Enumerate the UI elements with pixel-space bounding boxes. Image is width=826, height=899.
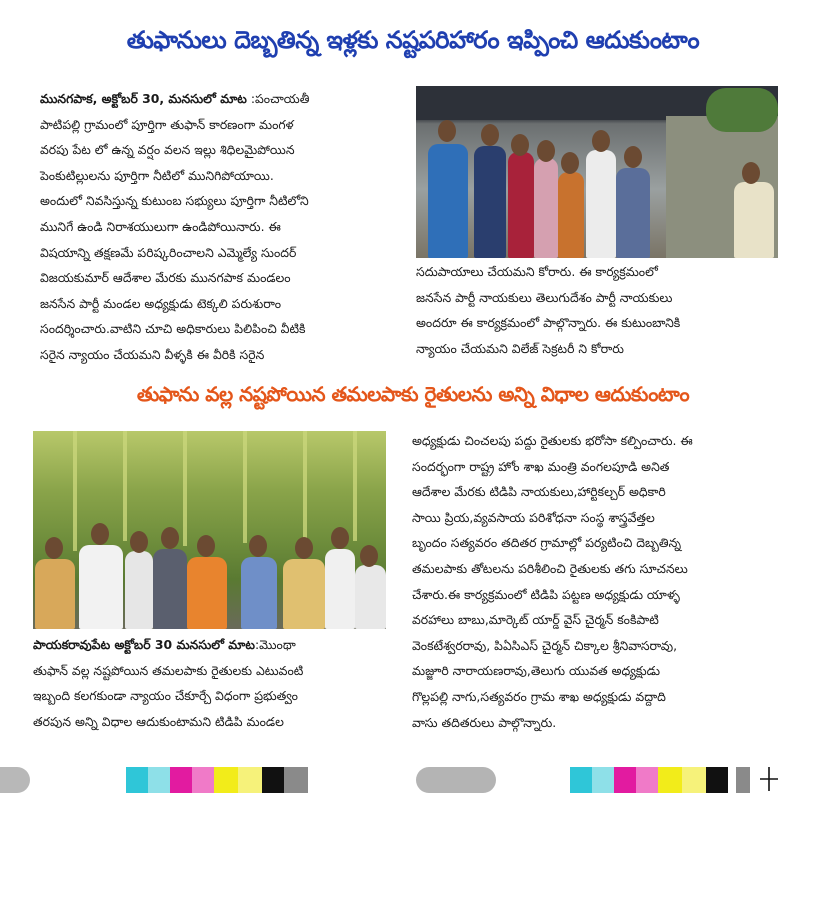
article2-line: ఇబ్బంది కలగకుండా న్యాయం చేకూర్చే విధంగా ప్రభుత్వం <box>33 688 298 704</box>
color-swatch <box>706 767 728 793</box>
color-swatch <box>682 767 706 793</box>
article2-line: వాసు తదితరులు పాల్గొన్నారు. <box>412 714 557 730</box>
article1-line: సందర్శించారు.వాటిని చూచి అధికారులు పిలిపించి వీటికి <box>40 321 306 337</box>
article2-line: :మొంథా <box>254 637 296 652</box>
house-visit-photo <box>416 86 778 258</box>
color-swatch <box>126 767 148 793</box>
article2-right-column <box>412 428 777 735</box>
article2-dateline: పాయకరావుపేట అక్టోబర్ 30 మనసులో మాట <box>33 637 255 652</box>
article1-right-column <box>416 259 778 361</box>
color-swatch <box>238 767 262 793</box>
article1-line: విజయకుమార్ ఆదేశాల మేరకు మునగపాక మండలం <box>40 270 291 286</box>
article1-line: అందులో నివసిస్తున్న కుటుంబ సభ్యులు పూర్తిగా నీటిలోని <box>40 193 309 209</box>
article2-line: ఆదేశాల మేరకు టిడిపి నాయకులు,హార్టికల్చర్ అధికారి <box>412 484 666 500</box>
article2-line: వరహాలు బాబు,మార్కెట్ యార్డ్ వైస్ చైర్మన్ కంకిపాటి <box>412 612 659 628</box>
headline-house-damage: తుఫానులు దెబ్బతిన్న ఇళ్లకు నష్టపరిహారం ఇప్పించి ఆదుకుంటాం <box>126 26 700 54</box>
article2-line: తరపున అన్ని విధాల ఆదుకుంటామని టిడిపి మండల <box>33 713 284 729</box>
article2-paragraph <box>33 632 388 658</box>
article1-paragraph <box>40 86 390 112</box>
headline-betel-farmers: తుఫాను వల్ల నష్టపోయిన తమలపాకు రైతులను అన్ని విధాల ఆదుకుంటాం <box>136 382 690 406</box>
article2-line: తమలపాకు తోటలను పరిశీలించి రైతులకు తగు సూచనలు <box>412 560 688 576</box>
article2-line: బృందం సత్యవరం తదితర గ్రామాల్లో పర్యటించి దెబ్బతిన్న <box>412 535 682 551</box>
article1-line: సదుపాయాలు చేయమని కోరారు. ఈ కార్యక్రమంలో <box>416 264 658 279</box>
color-swatch <box>170 767 192 793</box>
color-swatch <box>192 767 214 793</box>
color-swatch <box>614 767 636 793</box>
article2-left-column <box>33 632 388 734</box>
article2-line: సందర్భంగా రాష్ట్ర హోం శాఖ మంత్రి వంగలపూడి అనిత <box>412 458 670 474</box>
article1-line: సరైన న్యాయం చేయమని వీళ్ళకి ఈ వీరికి సరైన <box>40 346 265 362</box>
color-swatch <box>214 767 238 793</box>
color-swatch <box>148 767 170 793</box>
article1-line: జనసేన పార్టీ మండల అధ్యక్షుడు టెక్కలి పరుశురాం <box>40 295 281 311</box>
color-swatch <box>592 767 614 793</box>
article1-line: పెంకుటిల్లులను పూర్తిగా నీటిలో మునిగిపోయాయి. <box>40 167 274 183</box>
article1-line: జనసేన పార్టీ నాయకులు తెలుగుదేశం పార్టీ నాయకులు <box>416 289 673 305</box>
gray-registration-pill <box>0 767 30 793</box>
color-swatch <box>284 767 308 793</box>
article1-line: :పంచాయతీ <box>250 91 310 106</box>
article2-line: గొల్లపల్లి నాగు,సత్యవరం గ్రామ శాఖ అధ్యక్షుడు వద్దాది <box>412 688 666 704</box>
article1-line: మునిగే ఉండి నిరాశయులుగా ఉండిపోయినారు. ఈ <box>40 218 281 234</box>
color-swatch <box>636 767 658 793</box>
gray-registration-pill <box>416 767 496 793</box>
color-swatch <box>262 767 284 793</box>
article2-line: తుఫాన్ వల్ల నష్టపోయిన తమలపాకు రైతులకు ఎటువంటి <box>33 662 304 678</box>
article1-line: న్యాయం చేయమని విలేజ్ సెక్రటరీ ని కోరారు <box>416 340 624 356</box>
article1-line: వరపు పేట లో ఉన్న వర్షం వలన ఇల్లు శిధిలమైపోయిన <box>40 142 295 158</box>
article1-dateline: మునగపాక, అక్టోబర్ 30, మనసులో మాట <box>40 91 247 106</box>
color-swatch <box>736 767 750 793</box>
article1-line: విషయాన్ని తక్షణమే పరిష్కరించాలని ఎమ్మెల్యే సుందర్ <box>40 244 297 260</box>
registration-crosshair-icon <box>758 766 780 792</box>
article2-line: చేశారు.ఈ కార్యక్రమంలో టిడిపి పట్టణ అధ్యక్షుడు యాళ్ళ <box>412 586 680 602</box>
article2-line: వెంకటేశ్వరరావు, పిఏసిఎస్ చైర్మన్ చిక్కాల శ్రీనివాసరావు, <box>412 637 678 653</box>
article1-left-column <box>40 86 390 368</box>
article1-line: పాటిపల్లి గ్రామంలో పూర్తిగా తుఫాన్ కారణంగా మంగళ <box>40 116 294 132</box>
article2-line: మజ్జూరి నారాయణరావు,తెలుగు యువత అధ్యక్షుడు <box>412 663 661 679</box>
article2-line: సాయి ప్రియ,వ్యవసాయ పరిశోధనా సంస్థ శాస్త్రవేత్తల <box>412 509 655 525</box>
article2-line: అధ్యక్షుడు చించలపు పద్దు రైతులకు భరోసా కల్పించారు. ఈ <box>412 433 693 448</box>
color-swatch <box>658 767 682 793</box>
color-swatch <box>570 767 592 793</box>
article1-line: అందరూ ఈ కార్యక్రమంలో పాల్గొన్నారు. ఈ కుటుంబానికి <box>416 315 681 331</box>
betel-field-photo <box>33 431 386 629</box>
